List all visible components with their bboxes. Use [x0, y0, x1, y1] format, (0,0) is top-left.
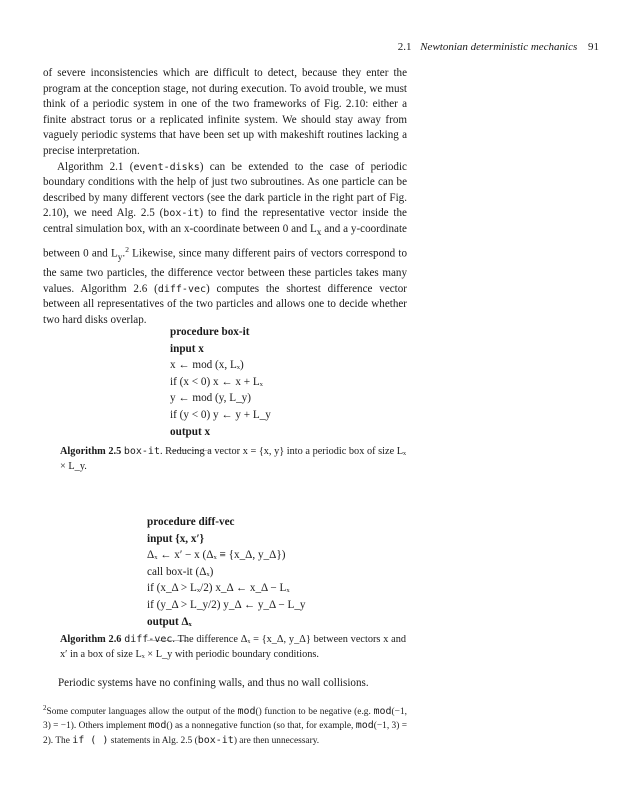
paragraph-3: Periodic systems have no confining walls, and thus no wall collisions. [58, 677, 369, 689]
running-header [398, 41, 599, 53]
algo-line: procedure box-it [170, 326, 250, 338]
algorithm-2-5-caption: Algorithm 2.5 box-it. Reducing a vector x = {x, y} into a periodic box of size Lₓ × L_y. [60, 446, 407, 473]
algo-line: output Δₓ [147, 615, 192, 628]
algo-line: output x [170, 425, 211, 438]
footnote: $^2$Some computer languages allow the output of the mod() function to be negative (e.g. mod(−1, 3) = −1). Others implement mod() as a nonnegative function (so that, for example, mod(−1, 3) = 2). The if ( ) statements in Alg. 2.5 (box-it) are then unnecessary. [43, 704, 407, 746]
algorithm-2-6-caption: Algorithm 2.6 diff-vec. The difference Δₓ = {x_Δ, y_Δ} between vectors x and x′ in a box of size Lₓ × L_y with periodic boundary conditions. [60, 634, 406, 661]
algo-line: input x [170, 342, 204, 355]
algo-line: x ← mod (x, Lₓ) [170, 359, 244, 372]
paragraph-2: Algorithm 2.1 (event-disks) can be extended to the case of periodic boundary conditions with the help of just two subroutines. As one particle can be described by many different vectors (see the dark particle in the right part of Fig. 2.10), we need Alg. 2.5 (box-it) to find the representative vector inside the central simulation box, with an x-coordinate between 0 and $L_x$ and a y-coordinate between 0 and $L_y.^2$ Likewise, since many different pairs of vectors correspond to the same two particles, the difference vector between these particles takes many values. Algorithm 2.6 (diff-vec) computes the shortest difference vector between all representatives of the two particles and allows one to decide whether two hard disks overlap. [43, 160, 408, 327]
algo-line: if (y_Δ > L_y/2) y_Δ ← y_Δ − L_y [147, 598, 306, 611]
algo-line: if (x_Δ > Lₓ/2) x_Δ ← x_Δ − Lₓ [147, 582, 290, 595]
algo-line: if (x < 0) x ← x + Lₓ [170, 375, 263, 388]
algorithm-diff-vec [147, 514, 306, 641]
algo-line: if (y < 0) y ← y + L_y [170, 408, 271, 421]
footnote-ref: 2 [125, 244, 129, 254]
page-number: 91 [588, 41, 599, 53]
code-box-it: box-it [163, 208, 200, 220]
main-text [43, 66, 407, 329]
algo-line: Δₓ ← x′ − x (Δₓ ≡ {x_Δ, y_Δ}) [147, 549, 286, 562]
code-diff-vec: diff-vec [157, 283, 207, 295]
algo-line: input {x, x′} [147, 532, 205, 545]
code-event-disks: event-disks [133, 161, 200, 173]
section-number: 2.1 [397, 41, 412, 53]
algorithm-box-it [170, 324, 271, 451]
algo-line: y ← mod (y, L_y) [170, 392, 251, 405]
algo-line: procedure diff-vec [147, 516, 235, 528]
paragraph-1: of severe inconsistencies which are difficult to detect, because they enter the program at the conception stage, not during execution. To avoid trouble, we must think of a periodic system in one of the two frameworks of Fig. 2.10: either a finite abstract torus or a replicated infinite system. We should stay away from vaguely periodic systems that have been set up with makeshift routines lacking a precise interpretation. [43, 67, 407, 157]
algo-line: call box-it (Δₓ) [147, 565, 214, 578]
section-title: Newtonian deterministic mechanics [420, 41, 578, 53]
